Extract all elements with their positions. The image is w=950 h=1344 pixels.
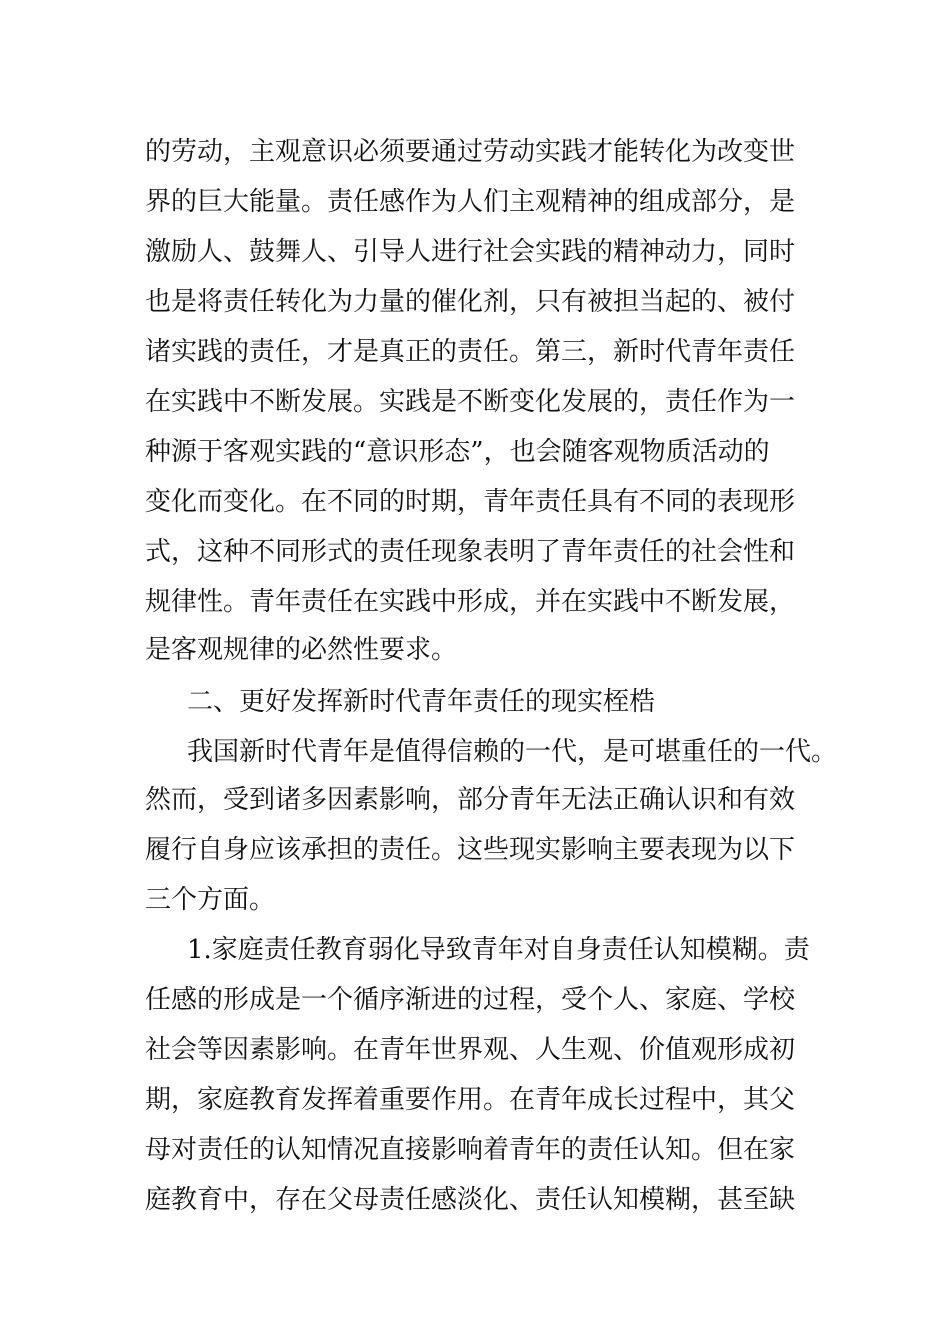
section-heading: 二、更好发挥新时代青年责任的现实桎梏: [187, 687, 656, 717]
text-line: 期，家庭教育发挥着重要作用。在青年成长过程中，其父: [145, 1085, 796, 1115]
text-line: 种源于客观实践的“意识形态”，也会随客观物质活动的: [145, 437, 770, 467]
text-line: 我国新时代青年是值得信赖的一代，是可堪重任的一代。: [187, 737, 838, 767]
text-line: 的劳动，主观意识必须要通过劳动实践才能转化为改变世: [145, 137, 796, 167]
text-line: 母对责任的认知情况直接影响着青年的责任认知。但在家: [145, 1135, 796, 1165]
text-line: 社会等因素影响。在青年世界观、人生观、价值观形成初: [145, 1035, 796, 1065]
subsection-heading: 1.家庭责任教育弱化导致青年对自身责任认知模糊。责: [187, 935, 810, 965]
text-line: 激励人、鼓舞人、引导人进行社会实践的精神动力，同时: [145, 237, 796, 267]
text-line: 庭教育中，存在父母责任感淡化、责任认知模糊，甚至缺: [145, 1185, 796, 1215]
text-line: 诸实践的责任，才是真正的责任。第三，新时代青年责任: [145, 337, 796, 367]
text-line: 也是将责任转化为力量的催化剂，只有被担当起的、被付: [145, 287, 796, 317]
text-line: 是客观规律的必然性要求。: [145, 635, 458, 665]
text-line: 变化而变化。在不同的时期，青年责任具有不同的表现形: [145, 487, 796, 517]
text-line: 在实践中不断发展。实践是不断变化发展的，责任作为一: [145, 387, 796, 417]
text-line: 三个方面。: [145, 885, 276, 915]
text-line: 式，这种不同形式的责任现象表明了青年责任的社会性和: [145, 537, 796, 567]
text-line: 然而，受到诸多因素影响，部分青年无法正确认识和有效: [145, 785, 796, 815]
text-line: 界的巨大能量。责任感作为人们主观精神的组成部分，是: [145, 187, 796, 217]
text-line: 规律性。青年责任在实践中形成，并在实践中不断发展，: [145, 587, 796, 617]
text-line: 履行自身应该承担的责任。这些现实影响主要表现为以下: [145, 835, 796, 865]
text-line: 任感的形成是一个循序渐进的过程，受个人、家庭、学校: [145, 985, 796, 1015]
